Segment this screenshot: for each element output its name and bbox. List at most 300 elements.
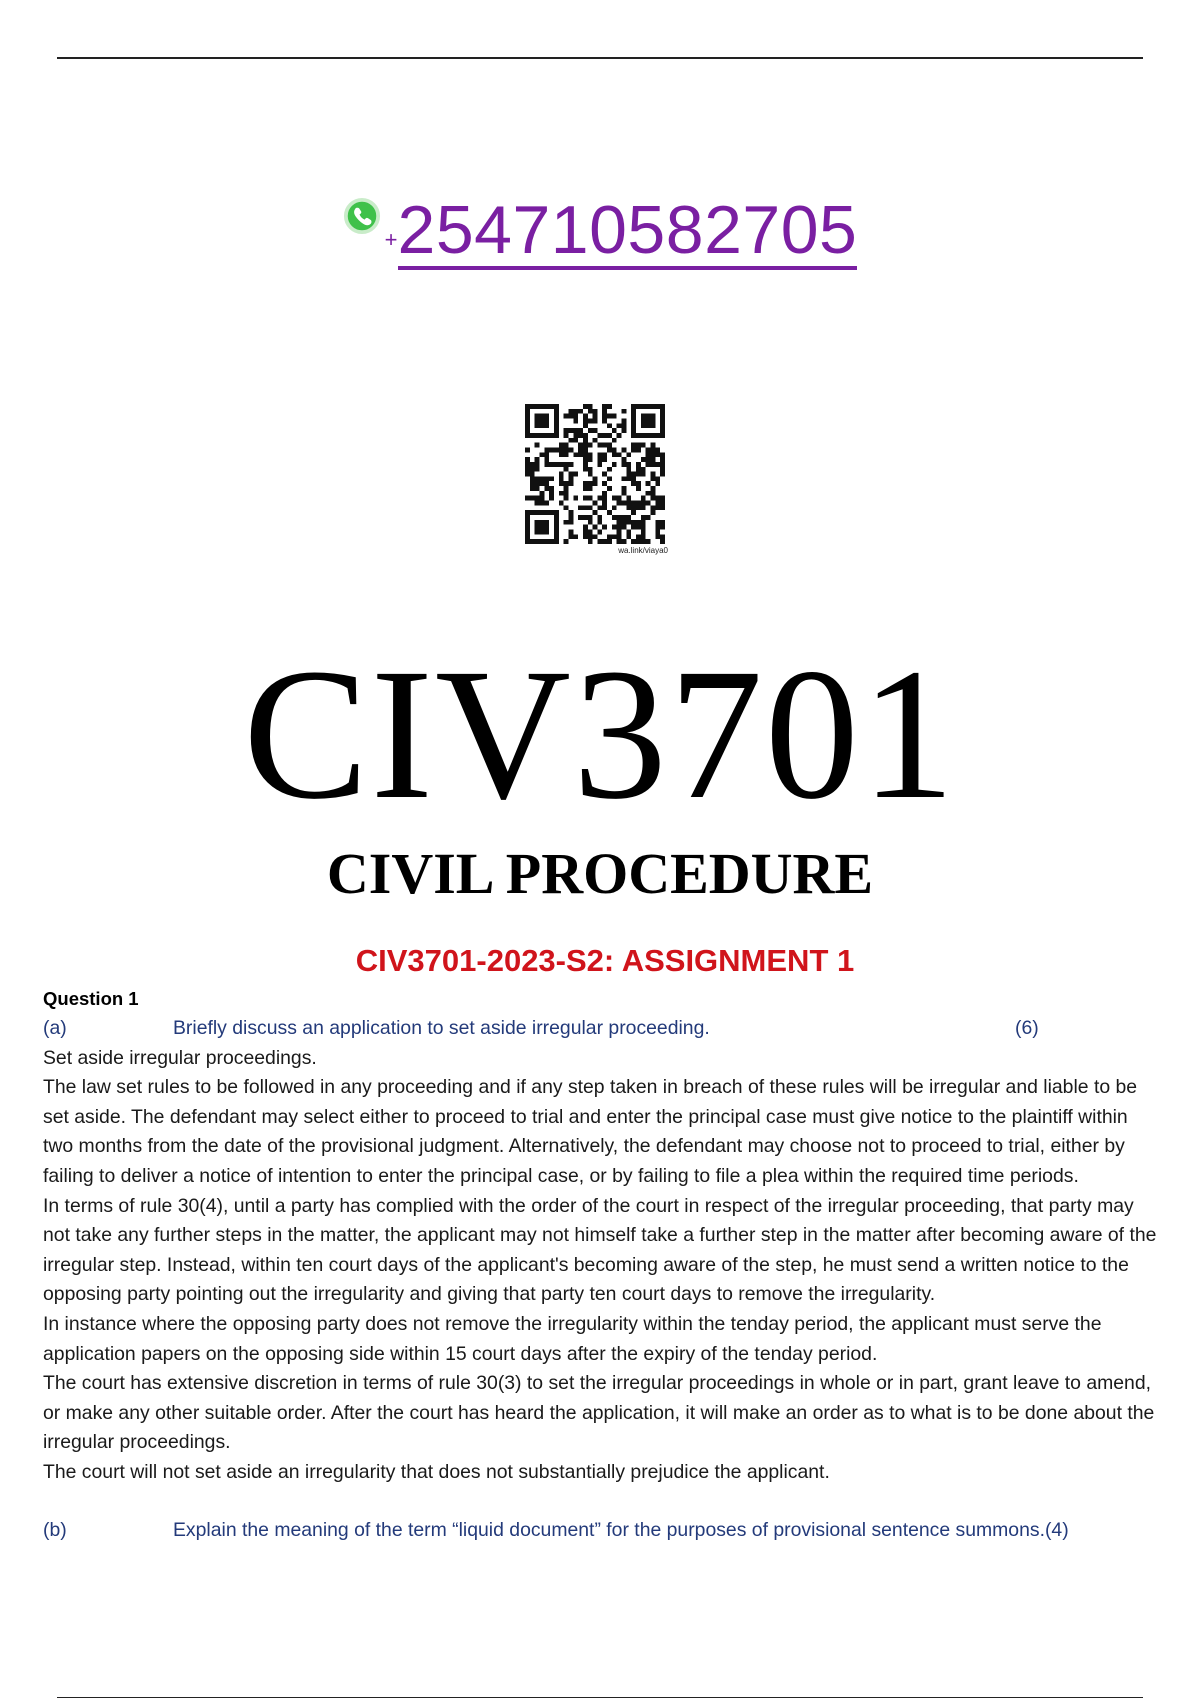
qr-module [651,496,656,501]
qr-module [622,515,627,520]
qr-module [544,423,549,428]
qr-module [525,530,530,535]
qr-module [554,428,559,433]
qr-module [588,496,593,501]
qr-module [583,443,588,448]
qr-module [607,443,612,448]
qr-module [588,452,593,457]
qr-module [525,423,530,428]
qr-module [622,520,627,525]
qr-module [655,404,660,409]
qr-module [578,447,583,452]
qr-module [544,530,549,535]
qr-module [660,428,665,433]
qr-module [530,496,535,501]
qr-module [564,447,569,452]
whatsapp-icon[interactable] [343,197,381,235]
qr-module [588,428,593,433]
course-name: CIVIL PROCEDURE [326,841,874,906]
qr-module [568,438,573,443]
qr-module [622,418,627,423]
qr-module [636,505,641,510]
question-heading: Question 1 [43,988,139,1009]
qr-module [631,409,636,414]
qr-module [544,520,549,525]
qr-module [631,428,636,433]
qr-module [530,433,535,438]
qr-module [651,457,656,462]
part-b-letter: (b) [43,1518,67,1541]
qr-module [544,510,549,515]
qr-module [554,510,559,515]
qr-module [660,462,665,467]
qr-module [564,491,569,496]
qr-module [588,530,593,535]
qr-module [568,520,573,525]
qr-module [597,433,602,438]
qr-module [535,539,540,544]
qr-module [539,539,544,544]
qr-module [622,447,627,452]
qr-module [602,418,607,423]
qr-module [554,447,559,452]
qr-module [626,462,631,467]
qr-module [588,520,593,525]
qr-module [602,414,607,419]
qr-module [593,510,598,515]
qr-module [622,457,627,462]
answer-paragraph: In instance where the opposing party does not remove the irregularity within the tenday period, the applicant must serve the application papers on the opposing side within 15 court days after the expiry of the tenday period. [43,1312,1102,1365]
qr-module [602,457,607,462]
question-part-b [43,1516,1163,1546]
qr-module [646,491,651,496]
qr-module [617,433,622,438]
qr-module [597,530,602,535]
qr-module [559,481,564,486]
qr-module [631,418,636,423]
qr-module [573,433,578,438]
qr-module [544,481,549,486]
qr-module [622,476,627,481]
qr-module [660,404,665,409]
qr-module [612,414,617,419]
qr-module [607,486,612,491]
qr-module [622,525,627,530]
qr-module [597,457,602,462]
qr-module [583,433,588,438]
qr-module [544,486,549,491]
qr-module [573,496,578,501]
qr-module [583,496,588,501]
qr-module [573,418,578,423]
qr-module [573,472,578,477]
qr-module [530,472,535,477]
qr-module [646,414,651,419]
qr-module [525,525,530,530]
bottom-rule [57,1697,1143,1698]
qr-module [539,525,544,530]
qr-module [564,539,569,544]
qr-module [539,433,544,438]
qr-module [617,501,622,506]
qr-module [588,505,593,510]
qr-module [612,438,617,443]
qr-module [554,423,559,428]
qr-module [583,447,588,452]
qr-module [641,501,646,506]
qr-module [651,476,656,481]
qr-module [588,467,593,472]
qr-module [651,418,656,423]
qr-module [651,452,656,457]
qr-module [539,496,544,501]
qr-module [539,476,544,481]
qr-module [530,486,535,491]
qr-module [525,447,530,452]
qr-module [602,491,607,496]
qr-module [568,510,573,515]
qr-module [539,481,544,486]
qr-module [559,476,564,481]
qr-module [583,486,588,491]
qr-module [646,462,651,467]
qr-module [549,496,554,501]
qr-module [544,501,549,506]
qr-module [636,467,641,472]
qr-module [617,515,622,520]
qr-module [660,496,665,501]
qr-module [583,414,588,419]
qr-module [655,520,660,525]
qr-module [535,433,540,438]
qr-module [564,520,569,525]
qr-module [602,404,607,409]
answer-paragraph: The court has extensive discretion in terms of rule 30(3) to set the irregular proceedings in whole or in part, grant leave to amend, or make any other suitable order. After the court has heard the application, it will make an order as to what is to be done about the irregular proceedings. [43,1372,1155,1454]
assignment-title: CIV3701-2023-S2: ASSIGNMENT 1 [355,943,855,978]
qr-module [578,515,583,520]
qr-module [554,534,559,539]
qr-module [636,462,641,467]
qr-module [554,414,559,419]
qr-module [549,486,554,491]
qr-module [602,496,607,501]
qr-module [535,520,540,525]
qr-module [660,423,665,428]
qr-module [583,525,588,530]
qr-module [636,501,641,506]
qr-module [597,505,602,510]
qr-module [583,530,588,535]
qr-module [554,525,559,530]
qr-module [554,515,559,520]
qr-module [530,462,535,467]
qr-module [607,433,612,438]
qr-module [631,447,636,452]
qr-module [651,443,656,448]
qr-module [631,501,636,506]
qr-module [641,467,646,472]
answer-paragraph: The law set rules to be followed in any proceeding and if any step taken in breach of these rules will be irregular and liable to be set aside. The defendant may select either to proceed to trial and enter the principal case must give notice to the plaintiff within two months from the date of the provisional judgment. Alternatively, the defendant may choose not to proceed to trial, either by failing to deliver a notice of intention to enter the principal case, or by failing to file a plea within the required time periods. [43,1076,1138,1187]
qr-module [655,462,660,467]
qr-module [660,472,665,477]
qr-module [525,428,530,433]
top-rule [57,57,1143,59]
qr-module [646,481,651,486]
qr-module [544,447,549,452]
qr-module [612,534,617,539]
qr-module [617,534,622,539]
qr-module [622,491,627,496]
qr-module [578,452,583,457]
qr-module [636,472,641,477]
qr-module [535,423,540,428]
qr-module [655,496,660,501]
qr-module [530,467,535,472]
qr-module [539,510,544,515]
qr-module [602,505,607,510]
qr-module [622,428,627,433]
qr-module [525,510,530,515]
spacer [43,1488,1163,1516]
qr-module [535,481,540,486]
answer-paragraph: The court will not set aside an irregularity that does not substantially prejudice the applicant. [43,1460,830,1483]
qr-module [564,505,569,510]
qr-module [622,486,627,491]
qr-module [544,452,549,457]
qr-module [588,481,593,486]
qr-module [626,496,631,501]
qr-module [626,515,631,520]
qr-module [525,418,530,423]
qr-module [539,491,544,496]
qr-module [568,409,573,414]
qr-module [573,428,578,433]
qr-module [544,414,549,419]
qr-module [636,404,641,409]
qr-module [525,409,530,414]
qr-module [655,505,660,510]
qr-module [588,457,593,462]
qr-module [626,452,631,457]
qr-module [583,457,588,462]
qr-module [626,534,631,539]
qr-module [535,530,540,535]
qr-module [525,467,530,472]
qr-module [641,496,646,501]
qr-module [655,447,660,452]
qr-module [593,409,598,414]
qr-module [651,510,656,515]
qr-module [612,452,617,457]
qr-module [535,501,540,506]
qr-module [583,452,588,457]
qr-module [549,433,554,438]
qr-module [636,486,641,491]
qr-module [535,486,540,491]
qr-module [602,443,607,448]
qr-module [583,423,588,428]
qr-module [549,491,554,496]
qr-module [602,525,607,530]
qr-module [655,476,660,481]
qr-module [544,418,549,423]
qr-module [641,404,646,409]
qr-module [568,515,573,520]
contact-line [0,192,1200,270]
qr-module [544,462,549,467]
qr-module [651,433,656,438]
qr-module [655,530,660,535]
qr-module [660,467,665,472]
qr-module [535,443,540,448]
qr-module [564,414,569,419]
part-a-letter: (a) [43,1016,67,1039]
qr-module [539,414,544,419]
qr-module [535,418,540,423]
qr-module [641,433,646,438]
qr-module [631,525,636,530]
qr-module [607,423,612,428]
qr-module [617,525,622,530]
qr-module [568,476,573,481]
qr-module [583,462,588,467]
qr-module [626,505,631,510]
qr-module [588,472,593,477]
qr-module [583,481,588,486]
qr-module [612,447,617,452]
qr-module [646,501,651,506]
qr-module [568,414,573,419]
qr-module [617,520,622,525]
qr-module [535,496,540,501]
qr-module [636,534,641,539]
phone-number-link[interactable]: 254710582705 [397,192,858,268]
qr-module [651,423,656,428]
qr-module [646,457,651,462]
qr-module [660,520,665,525]
qr-module [583,467,588,472]
qr-module [651,472,656,477]
qr-module [593,428,598,433]
qr-module [554,520,559,525]
qr-module [583,534,588,539]
qr-module [626,476,631,481]
qr-module [525,534,530,539]
qr-module [588,409,593,414]
qr-module [597,452,602,457]
qr-module [593,525,598,530]
qr-module [525,539,530,544]
qr-module [578,443,583,448]
qr-module [564,462,569,467]
qr-module [660,525,665,530]
qr-module [530,476,535,481]
qr-module [554,530,559,535]
qr-module [622,409,627,414]
qr-module [549,404,554,409]
qr-module [631,476,636,481]
qr-module [641,534,646,539]
qr-module [544,525,549,530]
document-body [43,984,1163,1545]
qr-module [583,515,588,520]
qr-module [631,414,636,419]
qr-module [544,476,549,481]
qr-module [602,481,607,486]
qr-module [607,447,612,452]
qr-module [636,520,641,525]
qr-module [539,418,544,423]
qr-module [641,443,646,448]
qr-module [631,510,636,515]
qr-module [559,462,564,467]
qr-module [554,539,559,544]
qr-module [612,462,617,467]
qr-module [602,433,607,438]
qr-module [549,539,554,544]
qr-module [607,467,612,472]
qr-module [641,515,646,520]
qr-module [631,472,636,477]
qr-module [564,443,569,448]
qr-module [607,534,612,539]
qr-module [525,472,530,477]
qr-module [622,539,627,544]
qr-module [651,505,656,510]
qr-module [646,404,651,409]
qr-module [641,520,646,525]
qr-module [535,525,540,530]
qr-module [651,491,656,496]
qr-module [622,462,627,467]
qr-module [539,404,544,409]
qr-module [568,530,573,535]
qr-module [631,433,636,438]
qr-module [631,505,636,510]
qr-code[interactable] [525,404,670,556]
answer-paragraph: In terms of rule 30(4), until a party has complied with the order of the court in respect of the irregular proceeding, that party may not take any further steps in the matter, the applicant may not himself take a further step in the matter after becoming aware of the irregular step. Instead, within ten court days of the applicant's becoming aware of the step, he must send a written notice to the opposing party pointing out the irregularity and giving that party ten court days to remove the irregularity. [43,1194,1157,1306]
qr-module [597,496,602,501]
qr-module [622,501,627,506]
qr-module [578,428,583,433]
qr-module [646,418,651,423]
qr-module [655,534,660,539]
qr-module [597,515,602,520]
qr-module [535,476,540,481]
qr-module [597,462,602,467]
qr-module [539,452,544,457]
qr-module [554,409,559,414]
qr-module [626,472,631,477]
qr-module [544,433,549,438]
qr-module [651,414,656,419]
qr-module [622,423,627,428]
qr-module [655,501,660,506]
qr-module [593,438,598,443]
qr-module [588,539,593,544]
qr-module [578,433,583,438]
qr-module [660,409,665,414]
qr-module [568,534,573,539]
course-code: CIV3701 [243,629,957,838]
qr-module [578,505,583,510]
qr-module [646,515,651,520]
qr-module [539,423,544,428]
qr-module [588,486,593,491]
qr-module [568,428,573,433]
qr-module [612,496,617,501]
qr-module [525,414,530,419]
